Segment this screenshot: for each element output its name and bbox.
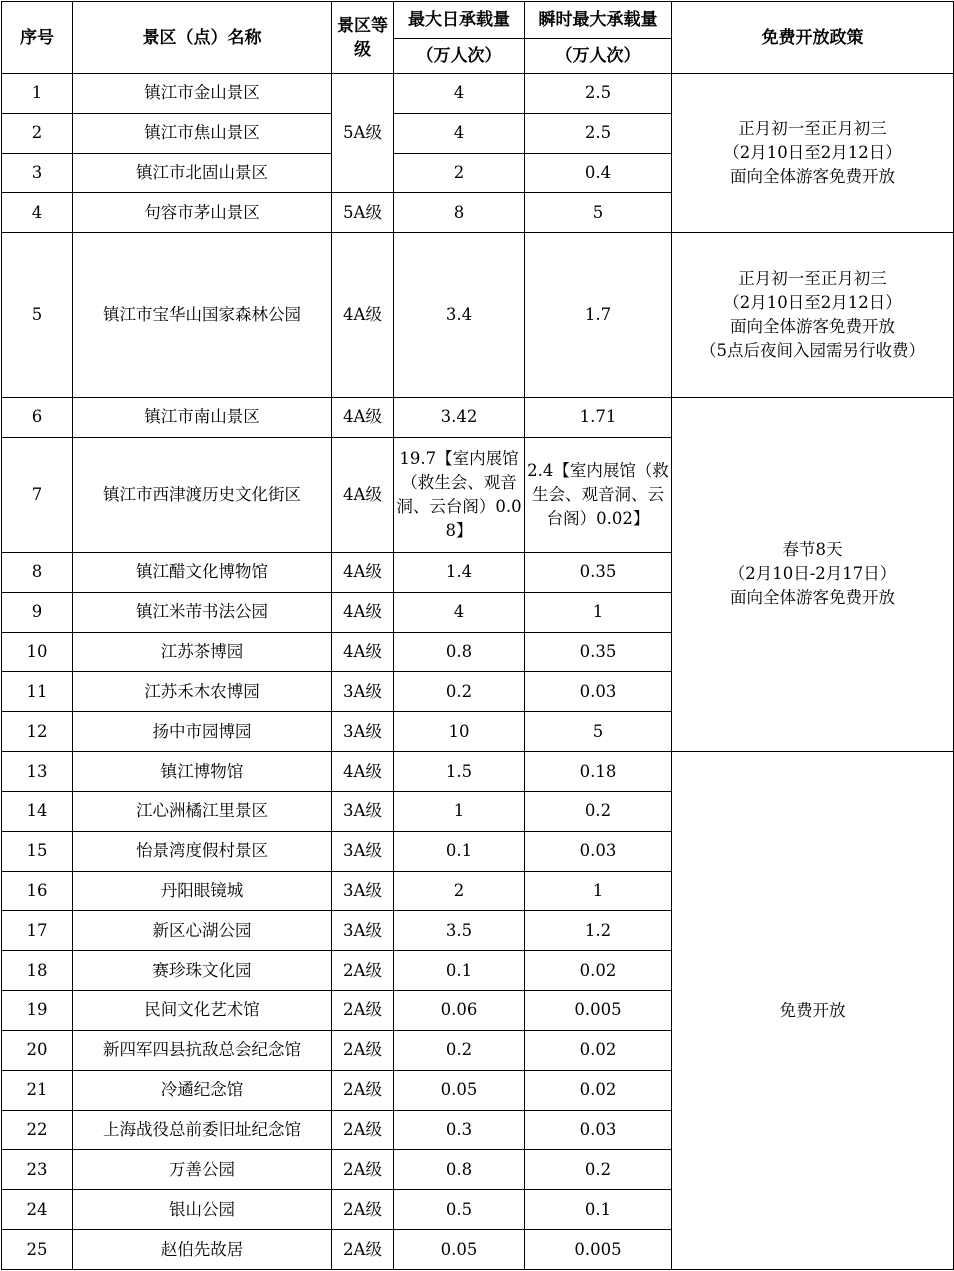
row-level: 4A级 [332,233,394,397]
row-instant: 0.03 [525,672,672,712]
row-daily: 0.1 [394,831,525,871]
row-instant: 0.4 [525,153,672,193]
row-instant: 2.5 [525,113,672,153]
row-instant: 1.7 [525,233,672,397]
row-index: 25 [2,1230,73,1270]
row-instant: 1 [525,871,672,911]
row-name: 民间文化艺术馆 [73,991,332,1031]
row-index: 13 [2,752,73,792]
row-index: 10 [2,632,73,672]
row-instant: 2.4【室内展馆（救生会、观音洞、云台阁）0.02】 [525,437,672,552]
row-level: 4A级 [332,552,394,592]
header-level: 景区等级 [332,2,394,74]
row-daily: 0.8 [394,1150,525,1190]
table-row [2,74,954,114]
row-daily: 0.2 [394,672,525,712]
row-name: 镇江市北固山景区 [73,153,332,193]
row-daily: 10 [394,712,525,752]
table-row [2,233,954,397]
row-daily: 1.4 [394,552,525,592]
policy-group-13-25: 免费开放 [672,752,954,1270]
row-name: 镇江市南山景区 [73,397,332,437]
row-name: 江心洲橘江里景区 [73,791,332,831]
row-level: 3A级 [332,831,394,871]
header-index: 序号 [2,2,73,74]
row-instant: 5 [525,193,672,233]
row-daily: 3.42 [394,397,525,437]
row-level: 4A级 [332,437,394,552]
row-index: 23 [2,1150,73,1190]
row-level: 2A级 [332,1110,394,1150]
row-name: 赵伯先故居 [73,1230,332,1270]
row-instant: 0.03 [525,1110,672,1150]
row-level: 4A级 [332,632,394,672]
row-instant: 0.35 [525,552,672,592]
scenic-spot-table [1,1,954,1270]
row-name: 新四军四县抗敌总会纪念馆 [73,1030,332,1070]
row-daily: 0.5 [394,1190,525,1230]
row-name: 怡景湾度假村景区 [73,831,332,871]
row-level: 3A级 [332,712,394,752]
row-index: 8 [2,552,73,592]
row-level: 2A级 [332,1030,394,1070]
row-daily: 0.05 [394,1070,525,1110]
row-level: 3A级 [332,672,394,712]
row-name: 镇江醋文化博物馆 [73,552,332,592]
row-name: 银山公园 [73,1190,332,1230]
row-name: 丹阳眼镜城 [73,871,332,911]
row-instant: 0.35 [525,632,672,672]
row-name: 镇江博物馆 [73,752,332,792]
row-instant: 0.005 [525,991,672,1031]
row-level: 2A级 [332,1070,394,1110]
policy-row-5: 正月初一至正月初三 （2月10日至2月12日） 面向全体游客免费开放 （5点后夜间入园需另行收费） [672,233,954,397]
row-level: 2A级 [332,1150,394,1190]
row-index: 12 [2,712,73,752]
row-daily: 1.5 [394,752,525,792]
header-max-instant: 瞬时最大承载量 [525,2,672,39]
row-level: 4A级 [332,752,394,792]
row-daily: 2 [394,871,525,911]
row-index: 20 [2,1030,73,1070]
row-daily: 0.8 [394,632,525,672]
row-name: 镇江市焦山景区 [73,113,332,153]
row-name: 江苏禾木农博园 [73,672,332,712]
row-daily: 0.05 [394,1230,525,1270]
row-level: 3A级 [332,871,394,911]
row-level: 4A级 [332,592,394,632]
row-instant: 1.2 [525,911,672,951]
row-index: 16 [2,871,73,911]
row-index: 24 [2,1190,73,1230]
row-instant: 0.1 [525,1190,672,1230]
row-index: 15 [2,831,73,871]
row-instant: 0.02 [525,951,672,991]
header-name: 景区（点）名称 [73,2,332,74]
row-index: 7 [2,437,73,552]
row-index: 18 [2,951,73,991]
row-daily: 0.3 [394,1110,525,1150]
row-name: 上海战役总前委旧址纪念馆 [73,1110,332,1150]
row-instant: 0.005 [525,1230,672,1270]
policy-group-1-4: 正月初一至正月初三 （2月10日至2月12日） 面向全体游客免费开放 [672,74,954,233]
row-name: 镇江市宝华山国家森林公园 [73,233,332,397]
row-name: 万善公园 [73,1150,332,1190]
row-name: 镇江市金山景区 [73,74,332,114]
row-instant: 2.5 [525,74,672,114]
row-instant: 5 [525,712,672,752]
table-row [2,752,954,792]
row-index: 9 [2,592,73,632]
row-daily: 4 [394,592,525,632]
row-index: 21 [2,1070,73,1110]
table-row [2,397,954,437]
row-instant: 0.02 [525,1070,672,1110]
row-name: 镇江市西津渡历史文化街区 [73,437,332,552]
row-index: 3 [2,153,73,193]
row-daily: 0.06 [394,991,525,1031]
row-daily: 2 [394,153,525,193]
row-index: 11 [2,672,73,712]
row-daily: 8 [394,193,525,233]
row-instant: 0.02 [525,1030,672,1070]
row-name: 新区心湖公园 [73,911,332,951]
header-max-daily: 最大日承载量 [394,2,525,39]
row-daily: 4 [394,74,525,114]
row-name: 镇江米芾书法公园 [73,592,332,632]
row-index: 14 [2,791,73,831]
row-index: 6 [2,397,73,437]
row-level: 2A级 [332,951,394,991]
row-index: 5 [2,233,73,397]
row-level: 2A级 [332,991,394,1031]
row-instant: 0.18 [525,752,672,792]
row-level: 3A级 [332,911,394,951]
row-index: 1 [2,74,73,114]
row-index: 17 [2,911,73,951]
row-instant: 0.2 [525,1150,672,1190]
row-level: 2A级 [332,1230,394,1270]
row-name: 赛珍珠文化园 [73,951,332,991]
row-daily: 4 [394,113,525,153]
row-daily: 3.5 [394,911,525,951]
header-unit-instant: （万人次） [525,39,672,74]
row-name: 江苏茶博园 [73,632,332,672]
row-level: 4A级 [332,397,394,437]
row-daily: 3.4 [394,233,525,397]
row-index: 2 [2,113,73,153]
row-daily: 0.2 [394,1030,525,1070]
row-level: 5A级 [332,74,394,193]
row-instant: 0.03 [525,831,672,871]
header-policy: 免费开放政策 [672,2,954,74]
row-index: 4 [2,193,73,233]
row-instant: 1 [525,592,672,632]
row-instant: 0.2 [525,791,672,831]
row-instant: 1.71 [525,397,672,437]
header-row [2,2,954,39]
row-level: 3A级 [332,791,394,831]
row-level: 5A级 [332,193,394,233]
row-daily: 1 [394,791,525,831]
row-daily: 0.1 [394,951,525,991]
row-index: 19 [2,991,73,1031]
row-name: 句容市茅山景区 [73,193,332,233]
row-daily: 19.7【室内展馆（救生会、观音洞、云台阁）0.08】 [394,437,525,552]
row-level: 2A级 [332,1190,394,1230]
row-name: 冷遹纪念馆 [73,1070,332,1110]
header-unit-daily: （万人次） [394,39,525,74]
row-index: 22 [2,1110,73,1150]
row-name: 扬中市园博园 [73,712,332,752]
policy-group-6-12: 春节8天 （2月10日-2月17日） 面向全体游客免费开放 [672,397,954,751]
